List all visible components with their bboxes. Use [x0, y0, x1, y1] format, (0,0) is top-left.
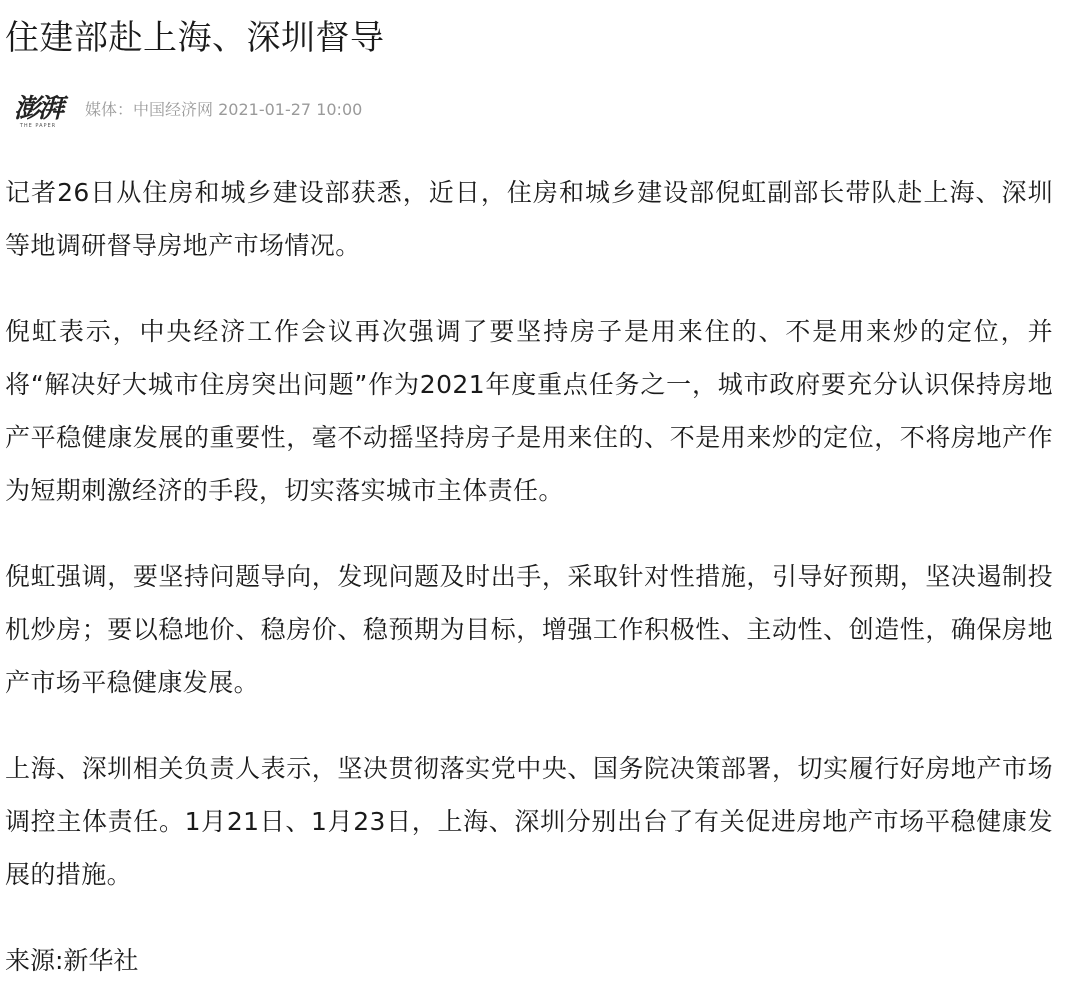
media-label: 媒体：: [85, 100, 134, 119]
meta-info: [85, 100, 362, 120]
media-name: 中国经济网: [133, 100, 214, 119]
article: [5, 14, 1053, 987]
article-body: [5, 166, 1053, 987]
paragraph: 倪虹表示，中央经济工作会议再次强调了要坚持房子是用来住的、不是用来炒的定位，并将“解决好大城市住房突出问题”作为2021年度重点任务之一，城市政府要充分认识保持房地产平稳健康发展的重要性，毫不动摇坚持房子是用来住的、不是用来炒的定位，不将房地产作为短期刺激经济的手段，切实落实城市主体责任。: [5, 317, 1053, 505]
article-meta: [5, 92, 1053, 132]
paragraph: 上海、深圳相关负责人表示，坚决贯彻落实党中央、国务院决策部署，切实履行好房地产市场调控主体责任。1月21日、1月23日，上海、深圳分别出台了有关促进房地产市场平稳健康发展的措施。: [5, 754, 1053, 889]
paragraph: 倪虹强调，要坚持问题导向，发现问题及时出手，采取针对性措施，引导好预期，坚决遏制投机炒房；要以稳地价、稳房价、稳预期为目标，增强工作积极性、主动性、创造性，确保房地产市场平稳健康发展。: [5, 562, 1053, 697]
paragraph: 记者26日从住房和城乡建设部获悉，近日，住房和城乡建设部倪虹副部长带队赴上海、深圳等地调研督导房地产市场情况。: [5, 178, 1053, 260]
article-source: 来源:新华社: [5, 946, 139, 975]
logo-text: 澎湃: [13, 94, 62, 124]
the-paper-logo[interactable]: [5, 92, 71, 132]
publish-datetime: 2021-01-27 10:00: [218, 100, 363, 119]
article-title: 住建部赴上海、深圳督导: [5, 18, 385, 58]
logo-subtext: THE PAPER: [19, 123, 57, 129]
